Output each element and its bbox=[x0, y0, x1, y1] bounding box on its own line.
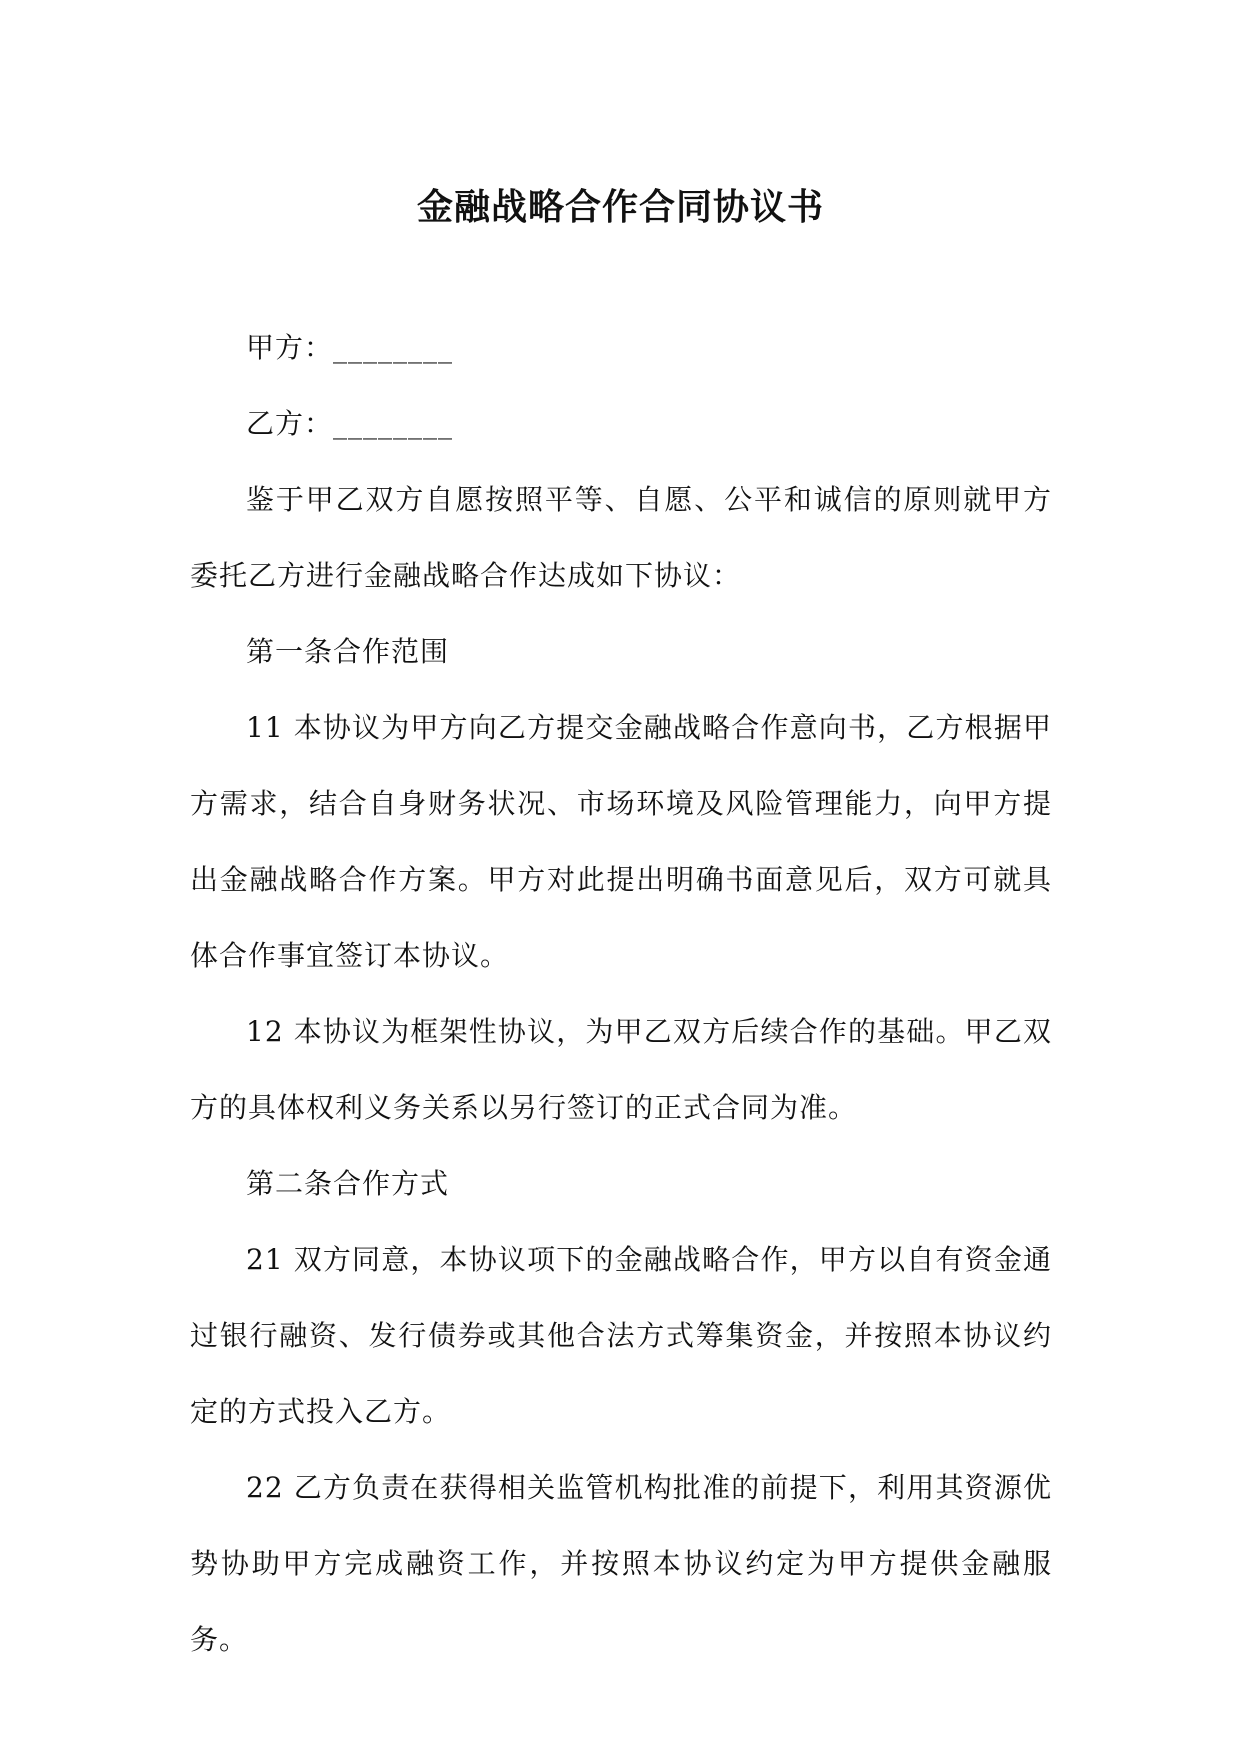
article-1-heading: 第一条合作范围 bbox=[246, 635, 450, 668]
document-body bbox=[190, 310, 1052, 1678]
clause-2-1: 21 双方同意，本协议项下的金融战略合作，甲方以自有资金通过银行融资、发行债券或其他合法方式筹集资金，并按照本协议约定的方式投入乙方。 bbox=[190, 1243, 1052, 1428]
party-a-line: 甲方：________ bbox=[246, 331, 454, 364]
party-b-line: 乙方：________ bbox=[246, 407, 454, 440]
clause-1-1: 11 本协议为甲方向乙方提交金融战略合作意向书，乙方根据甲方需求，结合自身财务状况、市场环境及风险管理能力，向甲方提出金融战略合作方案。甲方对此提出明确书面意见后，双方可就具体合作事宜签订本协议。 bbox=[190, 711, 1052, 972]
clause-2-2: 22 乙方负责在获得相关监管机构批准的前提下，利用其资源优势协助甲方完成融资工作，并按照本协议约定为甲方提供金融服务。 bbox=[190, 1471, 1052, 1656]
article-2-heading: 第二条合作方式 bbox=[246, 1167, 450, 1200]
preamble-paragraph: 鉴于甲乙双方自愿按照平等、自愿、公平和诚信的原则就甲方委托乙方进行金融战略合作达成如下协议： bbox=[190, 483, 1052, 592]
document-title: 金融战略合作合同协议书 bbox=[416, 186, 824, 228]
clause-1-2: 12 本协议为框架性协议，为甲乙双方后续合作的基础。甲乙双方的具体权利义务关系以另行签订的正式合同为准。 bbox=[190, 1015, 1052, 1124]
